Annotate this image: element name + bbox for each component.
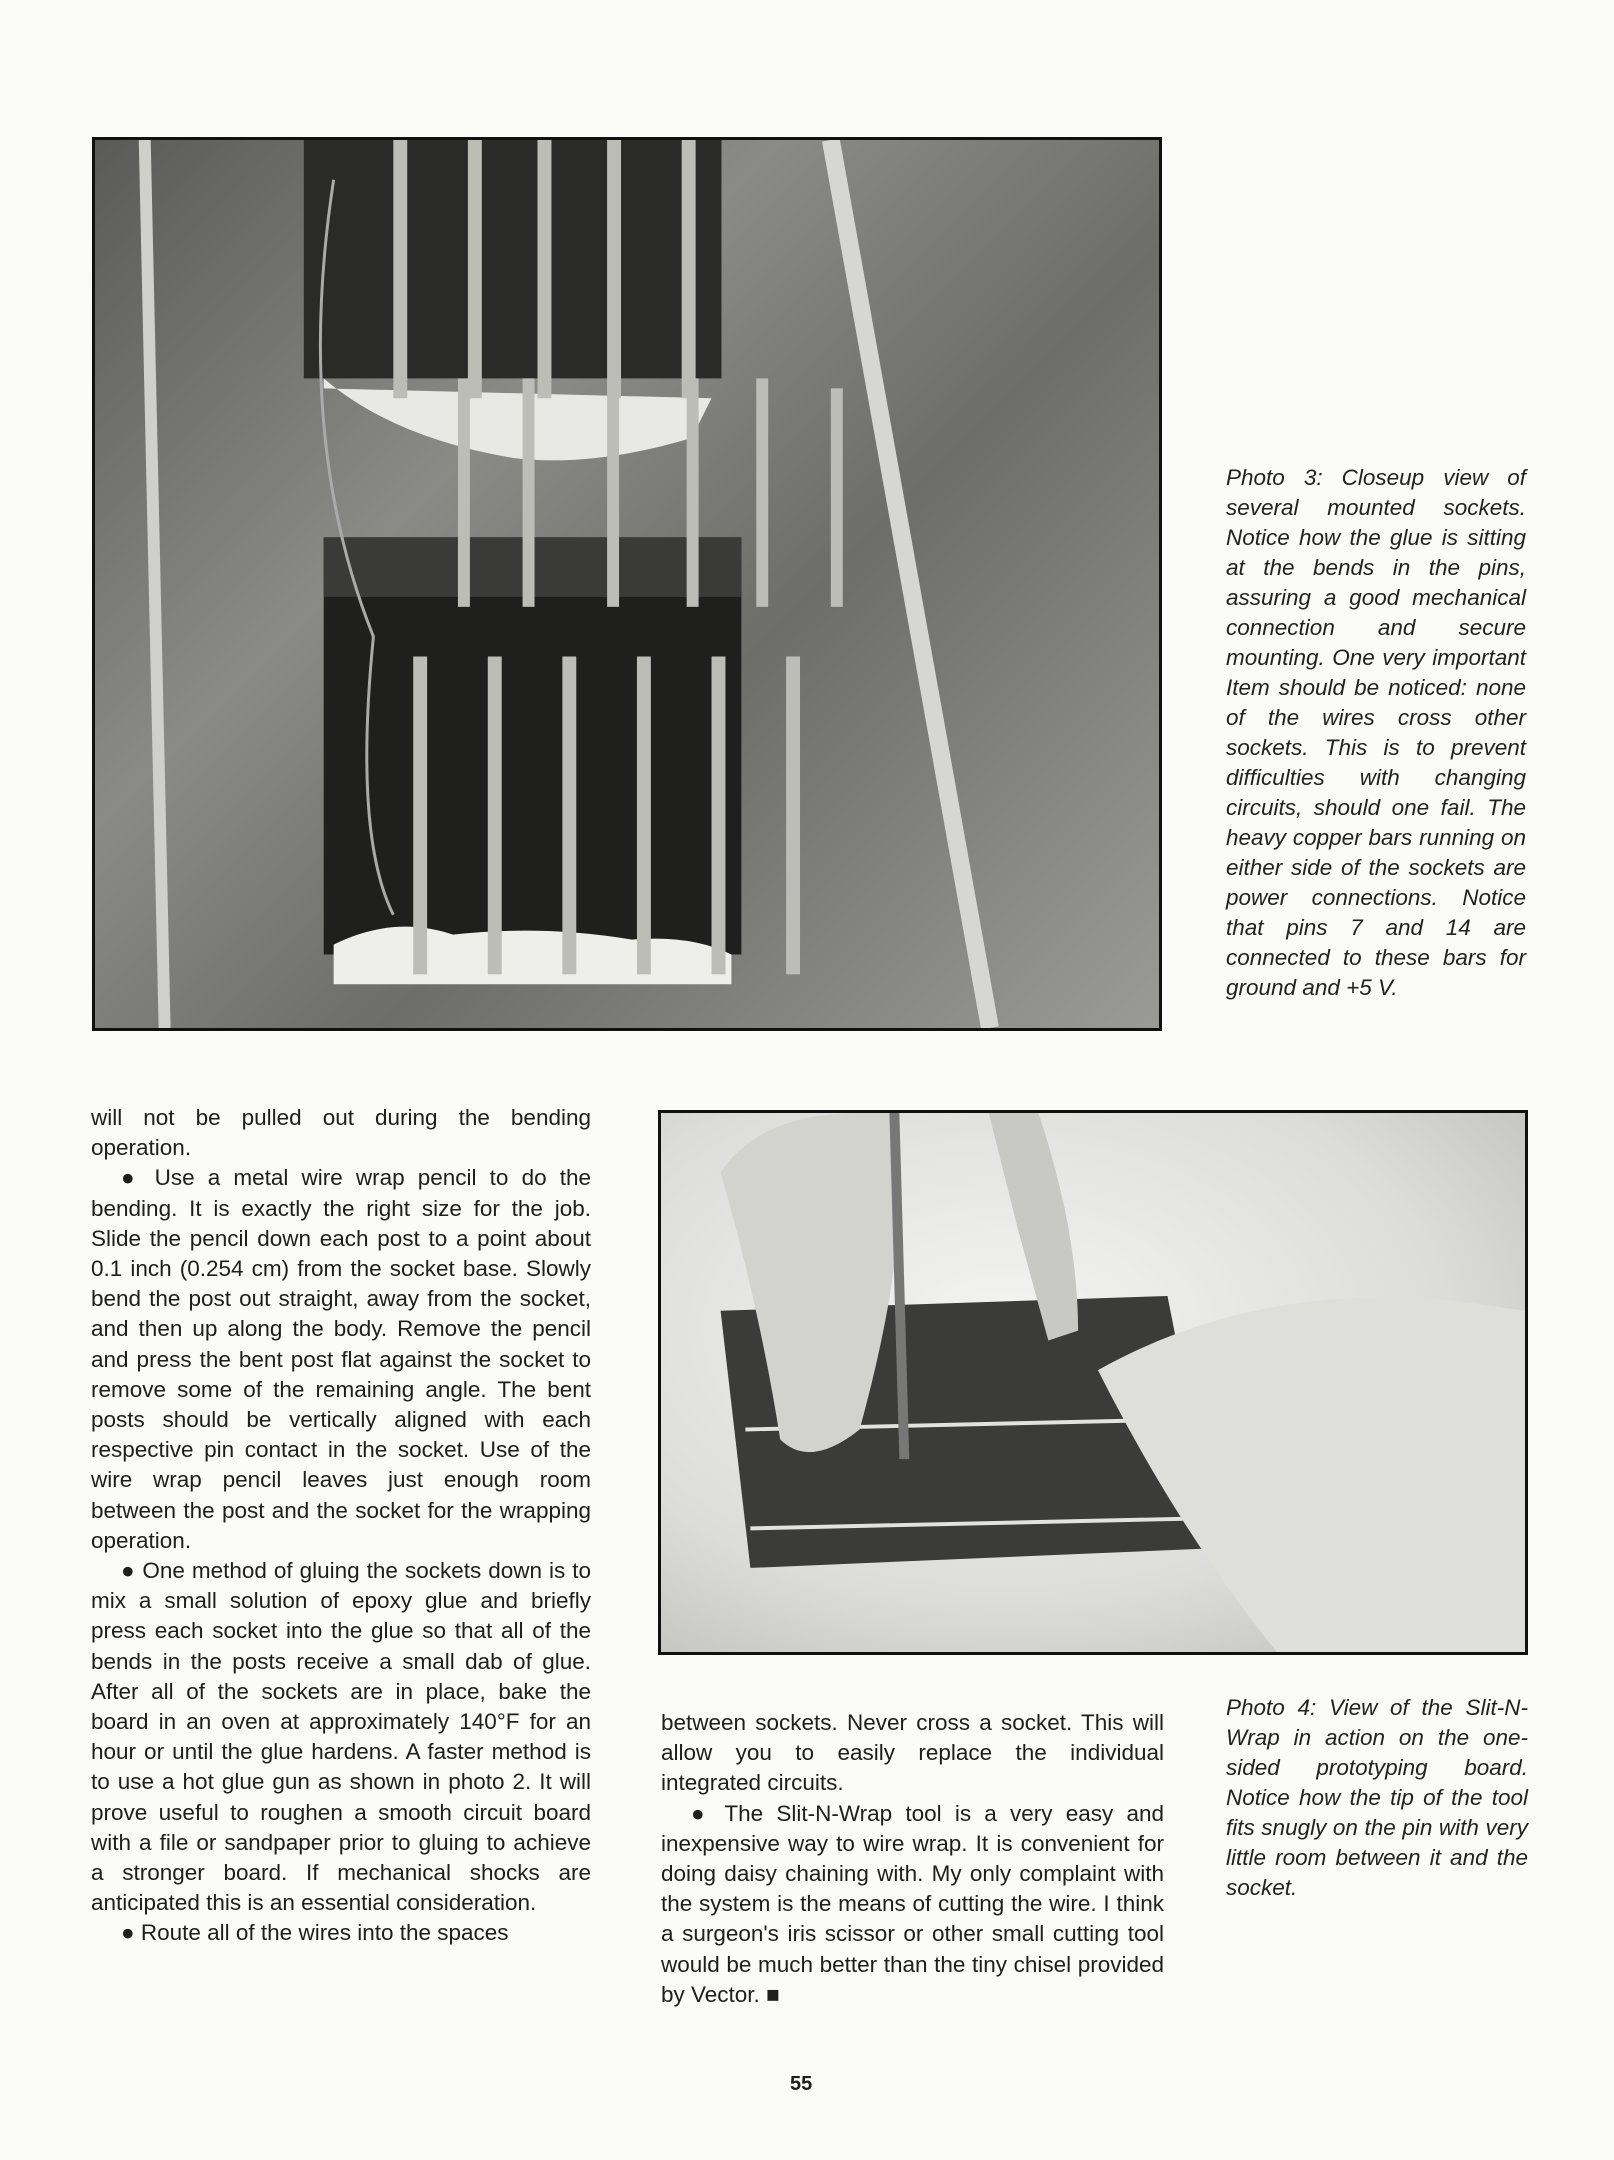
photo-4-image: [661, 1113, 1525, 1652]
article-column-middle: [661, 1708, 1164, 2010]
paragraph: ● The Slit-N-Wrap tool is a very easy and inexpensive way to wire wrap. It is convenient for doing daisy chaining with. My only complaint with the system is the means of cutting the wire. I think a surgeon's iris scissor or other small cutting tool would be much better than the tiny chisel provided by Vector. ■: [661, 1800, 1164, 2007]
page-number: 55: [790, 2073, 813, 2095]
photo-3-caption: Photo 3: Closeup view of several mounted sockets. Notice how the glue is sitting at the bends in the pins, assuring a good mechanical connection and secure mounting. One very important Item should be noticed: none of the wires cross other sockets. This is to prevent difficulties with changing circuits, should one fail. The heavy copper bars running on either side of the sockets are power connections. Notice that pins 7 and 14 are connected to these bars for ground and +5 V.: [1226, 465, 1526, 1000]
paragraph: ● One method of gluing the sockets down is to mix a small solution of epoxy glue and briefly press each socket into the glue so that all of the bends in the posts receive a small dab of glue. After all of the sockets are in place, bake the board in an oven at approximately 140°F for an hour or until the glue hardens. A faster method is to use a hot glue gun as shown in photo 2. It will prove useful to roughen a smooth circuit board with a file or sandpaper prior to gluing to achieve a stronger board. If mechanical shocks are anticipated this is an essential consideration.: [91, 1558, 591, 1916]
paragraph: between sockets. Never cross a socket. This will allow you to easily replace the individual integrated circuits.: [661, 1710, 1164, 1796]
photo-4-slit-n-wrap: [658, 1110, 1528, 1655]
paragraph: ● Use a metal wire wrap pencil to do the bending. It is exactly the right size for the job. Slide the pencil down each post to a point about 0.1 inch (0.254 cm) from the socket base. Slowly bend the post out straight, away from the socket, and then up along the body. Remove the pencil and press the bent post flat against the socket to remove some of the remaining angle. The bent posts should be vertically aligned with each respective pin contact in the socket. Use of the wire wrap pencil leaves just enough room between the post and the socket for the wrapping operation.: [91, 1165, 591, 1553]
photo-3-image: [95, 140, 1159, 1028]
article-column-left: [91, 1103, 591, 1949]
photo-4-caption: Photo 4: View of the Slit-N-Wrap in action on the one-sided prototyping board. Notice how the tip of the tool fits snugly on the pin with very little room between it and the socket.: [1226, 1695, 1528, 1900]
paragraph: ● Route all of the wires into the spaces: [121, 1920, 509, 1946]
photo-3-sockets-closeup: [92, 137, 1162, 1031]
paragraph: will not be pulled out during the bending operation.: [91, 1105, 591, 1161]
